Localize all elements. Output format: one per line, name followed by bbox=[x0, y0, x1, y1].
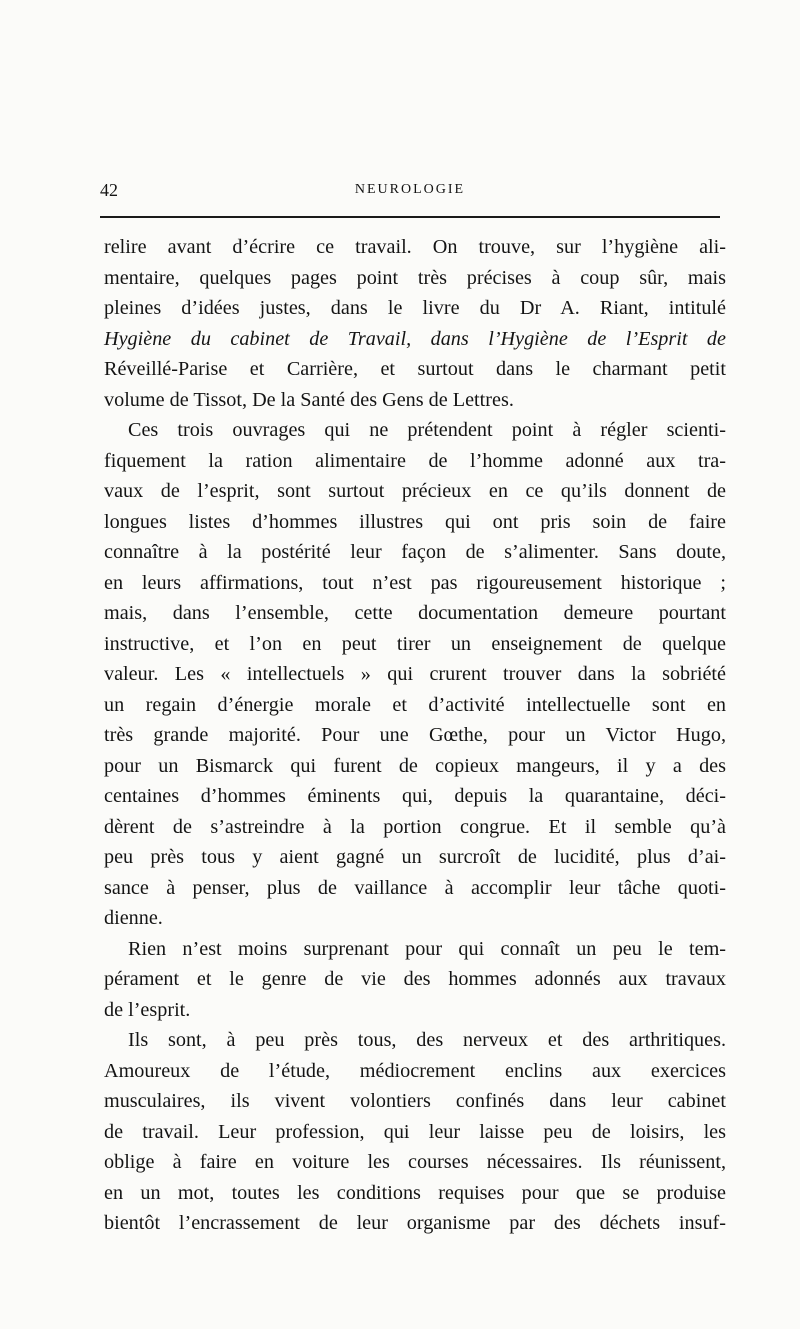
page-number: 42 bbox=[100, 180, 118, 200]
text-line: connaître à la postérité leur façon de s’alimenter. Sans doute, bbox=[104, 541, 726, 563]
text-line: mais, dans l’ensemble, cette documentation demeure pourtant bbox=[104, 602, 726, 624]
text-line: peu près tous y aient gagné un surcroît de lucidité, plus d’ai- bbox=[104, 846, 726, 868]
header-rule bbox=[100, 216, 720, 218]
text-line: bientôt l’encrassement de leur organisme par des déchets insuf- bbox=[104, 1212, 726, 1234]
text-line: centaines d’hommes éminents qui, depuis la quarantaine, déci- bbox=[104, 785, 726, 807]
text-line: pérament et le genre de vie des hommes adonnés aux travaux bbox=[104, 968, 726, 990]
text-line: pleines d’idées justes, dans le livre du Dr A. Riant, intitulé bbox=[104, 297, 726, 319]
text-line: valeur. Les « intellectuels » qui crurent trouver dans la sobriété bbox=[104, 663, 726, 685]
running-title: NEUROLOGIE bbox=[354, 182, 466, 197]
text-line: de travail. Leur profession, qui leur laisse peu de loisirs, les bbox=[104, 1120, 726, 1143]
text-line: Réveillé-Parise et Carrière, et surtout dans le charmant petit bbox=[104, 358, 726, 380]
text-line: relire avant d’écrire ce travail. On trouve, sur l’hygiène ali- bbox=[104, 236, 726, 258]
text-line: Amoureux de l’étude, médiocrement enclins aux exercices bbox=[104, 1059, 726, 1082]
text-line: longues listes d’hommes illustres qui ont pris soin de faire bbox=[104, 510, 726, 533]
text-line: un regain d’énergie morale et d’activité intellectuelle sont en bbox=[104, 693, 726, 716]
paragraph-start: Rien n’est moins surprenant pour qui connaît un peu le tem- bbox=[128, 937, 726, 960]
text-line: oblige à faire en voiture les courses nécessaires. Ils réunissent, bbox=[104, 1151, 726, 1173]
text-line: fiquement la ration alimentaire de l’homme adonné aux tra- bbox=[104, 449, 726, 472]
text-line: mentaire, quelques pages point très précises à coup sûr, mais bbox=[104, 266, 726, 289]
body-text bbox=[104, 232, 726, 1239]
text-line: pour un Bismarck qui furent de copieux mangeurs, il y a des bbox=[104, 754, 726, 777]
text-line: dèrent de s’astreindre à la portion congrue. Et il semble qu’à bbox=[104, 815, 726, 838]
text-line: de l’esprit. bbox=[104, 998, 191, 1021]
text-line: en un mot, toutes les conditions requises pour que se produise bbox=[104, 1181, 726, 1204]
text-line: instructive, et l’on en peut tirer un enseignement de quelque bbox=[104, 632, 726, 655]
text-line: volume de Tissot, De la Santé des Gens de Lettres. bbox=[104, 388, 514, 411]
paragraph-start: Ils sont, à peu près tous, des nerveux et des arthritiques. bbox=[128, 1029, 726, 1051]
text-line: musculaires, ils vivent volontiers confinés dans leur cabinet bbox=[104, 1090, 726, 1112]
text-line: sance à penser, plus de vaillance à accomplir leur tâche quoti- bbox=[104, 876, 726, 899]
text-line: vaux de l’esprit, sont surtout précieux en ce qu’ils donnent de bbox=[104, 480, 726, 502]
text-line: dienne. bbox=[104, 907, 163, 929]
text-line: Hygiène du cabinet de Travail, dans l’Hygiène de l’Esprit de bbox=[104, 327, 726, 350]
paragraph-start: Ces trois ouvrages qui ne prétendent point à régler scienti- bbox=[128, 419, 726, 441]
running-head bbox=[100, 180, 720, 204]
text-line: très grande majorité. Pour une Gœthe, pour un Victor Hugo, bbox=[104, 724, 726, 746]
text-line: en leurs affirmations, tout n’est pas rigoureusement historique ; bbox=[104, 571, 726, 594]
